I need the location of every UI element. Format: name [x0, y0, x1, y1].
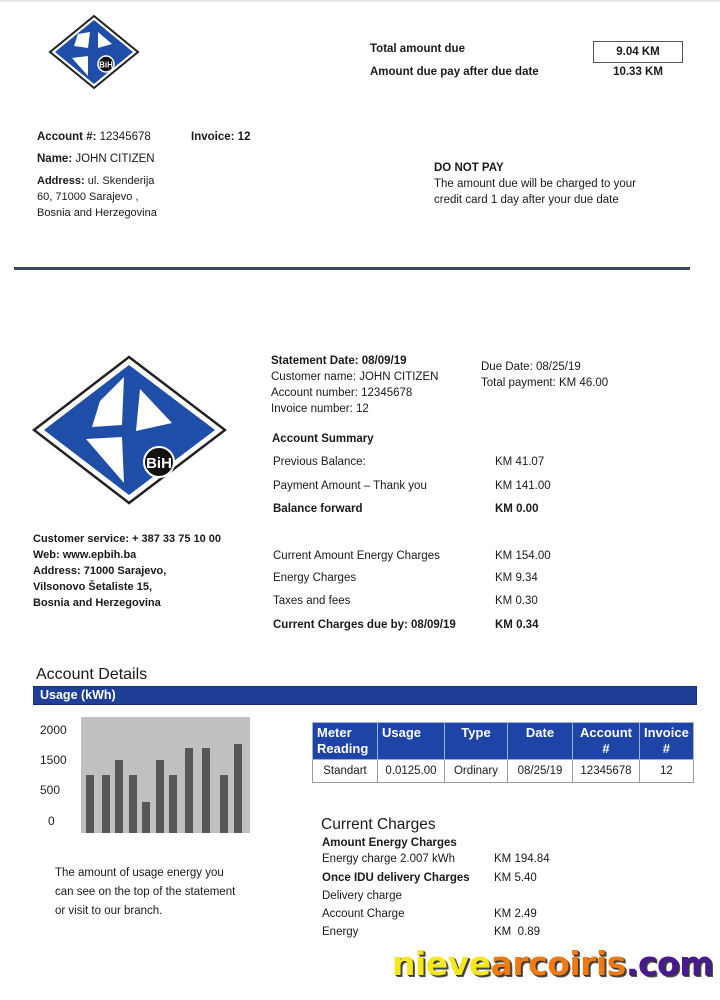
statement-info: [271, 353, 438, 417]
contact-info: [33, 531, 221, 611]
summary-value: KM 0.30: [495, 595, 538, 607]
table-cell: 08/25/19: [508, 760, 573, 783]
summary-row: [273, 456, 573, 474]
address-line-2: 60, 71000 Sarajevo ,: [37, 191, 139, 203]
contact-address-3: Bosnia and Herzegovina: [33, 597, 161, 609]
contact-address-1: Address: 71000 Sarajevo,: [33, 565, 167, 577]
summary-row: [273, 480, 573, 498]
name-line: [37, 153, 155, 165]
name-value: JOHN CITIZEN: [75, 153, 155, 165]
table-cell: 0.0125.00: [378, 760, 445, 783]
charge-label: Once IDU delivery Charges: [322, 872, 470, 884]
y-tick: 2000: [40, 723, 67, 737]
customer-name: Customer name: JOHN CITIZEN: [271, 371, 439, 383]
summary-label: Energy Charges: [273, 572, 357, 584]
y-tick: 0: [48, 814, 55, 828]
column-header: Invoice #: [640, 723, 694, 760]
usage-bar: [220, 775, 228, 833]
address-label: Address:: [37, 175, 85, 187]
usage-note-line-1: The amount of usage energy you: [55, 867, 224, 879]
y-tick: 500: [40, 783, 61, 797]
summary-value: KM 154.00: [495, 550, 551, 562]
invoice-label: Invoice:: [191, 131, 235, 143]
current-charges-subtitle: Amount Energy Charges: [322, 837, 457, 849]
usage-bar: [234, 744, 242, 833]
charge-value: KM 5.40: [494, 872, 537, 884]
column-header: Account #: [573, 723, 640, 760]
summary-label: Payment Amount – Thank you: [273, 480, 427, 492]
usage-bar: [169, 775, 177, 833]
invoice-line: [191, 131, 250, 143]
summary-row: [273, 595, 573, 613]
column-header: Meter Reading: [313, 723, 378, 760]
due-info: [481, 359, 608, 391]
charge-label: Energy: [322, 926, 359, 938]
watermark-logo: [392, 944, 713, 983]
meter-reading-table: [312, 722, 694, 783]
name-label: Name:: [37, 153, 73, 165]
account-summary-title: Account Summary: [272, 433, 374, 445]
charge-label: Delivery charge: [322, 890, 402, 902]
amount-after-due-value: 10.33 KM: [613, 66, 663, 78]
usage-note: [55, 864, 235, 921]
amount-after-due-label: Amount due pay after due date: [370, 66, 539, 78]
statement-date: Statement Date: 08/09/19: [271, 355, 407, 367]
customer-service-phone: Customer service: + 387 33 75 10 00: [33, 533, 222, 545]
summary-row: [273, 619, 573, 637]
column-header: Type: [445, 723, 508, 760]
usage-bar: [185, 748, 193, 833]
charge-row: [322, 853, 602, 871]
account-line: [37, 131, 151, 143]
table-cell: 12: [640, 760, 694, 783]
main-logo: [32, 355, 227, 505]
total-payment: Total payment: KM 46.00: [481, 377, 609, 389]
usage-bar: [202, 748, 210, 833]
notice-line-1: The amount due will be charged to your: [434, 178, 637, 190]
total-amount-due-label: Total amount due: [370, 43, 465, 55]
watermark-part-3: .com: [625, 944, 714, 983]
charge-row: [322, 872, 602, 890]
charge-value: KM 194.84: [494, 853, 550, 865]
charge-row: [322, 908, 602, 926]
notice-title: DO NOT PAY: [434, 162, 504, 174]
summary-label: Previous Balance:: [273, 456, 366, 468]
header-logo: [48, 14, 140, 90]
summary-row: [273, 550, 573, 568]
current-charges-title: Current Charges: [321, 816, 436, 833]
total-amount-due-value: 9.04 KM: [593, 41, 683, 63]
address-line-3: Bosnia and Herzegovina: [37, 207, 157, 219]
address-line-1: ul. Skenderija: [87, 175, 155, 187]
charge-row: [322, 890, 602, 908]
account-value: 12345678: [99, 131, 151, 143]
invoice-number: Invoice number: 12: [271, 403, 369, 415]
charge-label: Energy charge 2.007 kWh: [322, 853, 455, 865]
autopay-notice: [434, 160, 636, 208]
notice-line-2: credit card 1 day after your due date: [434, 194, 619, 206]
top-edge: [0, 0, 720, 2]
usage-bar: [86, 775, 94, 833]
summary-value: KM 141.00: [495, 480, 551, 492]
usage-bar: [129, 775, 137, 833]
usage-note-line-3: or visit to our branch.: [55, 905, 163, 917]
svg-text:BiH: BiH: [146, 455, 172, 472]
summary-row: [273, 572, 573, 590]
summary-value: KM 0.00: [495, 503, 539, 515]
summary-value: KM 41.07: [495, 456, 545, 468]
section-divider: [14, 267, 690, 270]
usage-bar: [102, 775, 110, 833]
usage-header-bar: Usage (kWh): [33, 686, 697, 705]
usage-bar: [156, 760, 164, 833]
account-label: Account #:: [37, 131, 97, 143]
account-details-title: Account Details: [36, 666, 148, 683]
y-tick: 1500: [40, 753, 67, 767]
usage-bar-chart: [81, 717, 250, 833]
usage-bar: [115, 760, 123, 833]
charge-row: [322, 926, 602, 944]
table-cell: Standart: [313, 760, 378, 783]
epbih-logo-icon: [48, 14, 140, 90]
summary-label: Balance forward: [273, 503, 363, 515]
account-number: Account number: 12345678: [271, 387, 413, 399]
contact-address-2: Vilsonovo Šetaliste 15,: [33, 581, 153, 593]
table-header-row: [313, 723, 694, 760]
column-header: Date: [508, 723, 573, 760]
table-row: [313, 760, 694, 783]
customer-address: [37, 173, 157, 221]
summary-value: KM 9.34: [495, 572, 538, 584]
watermark-part-2: arcoiris: [490, 944, 626, 983]
summary-row: [273, 503, 573, 521]
watermark-part-1: nieve: [392, 944, 491, 983]
column-header: Usage: [378, 723, 445, 760]
table-cell: 12345678: [573, 760, 640, 783]
due-date: Due Date: 08/25/19: [481, 361, 581, 373]
summary-value: KM 0.34: [495, 619, 539, 631]
invoice-value: 12: [237, 131, 251, 143]
summary-label: Taxes and fees: [273, 595, 351, 607]
website-link[interactable]: Web: www.epbih.ba: [33, 549, 137, 561]
epbih-large-logo-icon: [32, 355, 227, 505]
charge-value: KM 2.49: [494, 908, 537, 920]
summary-label: Current Charges due by: 08/09/19: [273, 619, 456, 631]
svg-text:BiH: BiH: [99, 60, 113, 70]
charge-value: KM 0.89: [494, 926, 541, 938]
summary-label: Current Amount Energy Charges: [273, 550, 440, 562]
charge-label: Account Charge: [322, 908, 405, 920]
usage-bar: [142, 802, 150, 833]
table-cell: Ordinary: [445, 760, 508, 783]
usage-note-line-2: can see on the top of the statement: [55, 886, 236, 898]
